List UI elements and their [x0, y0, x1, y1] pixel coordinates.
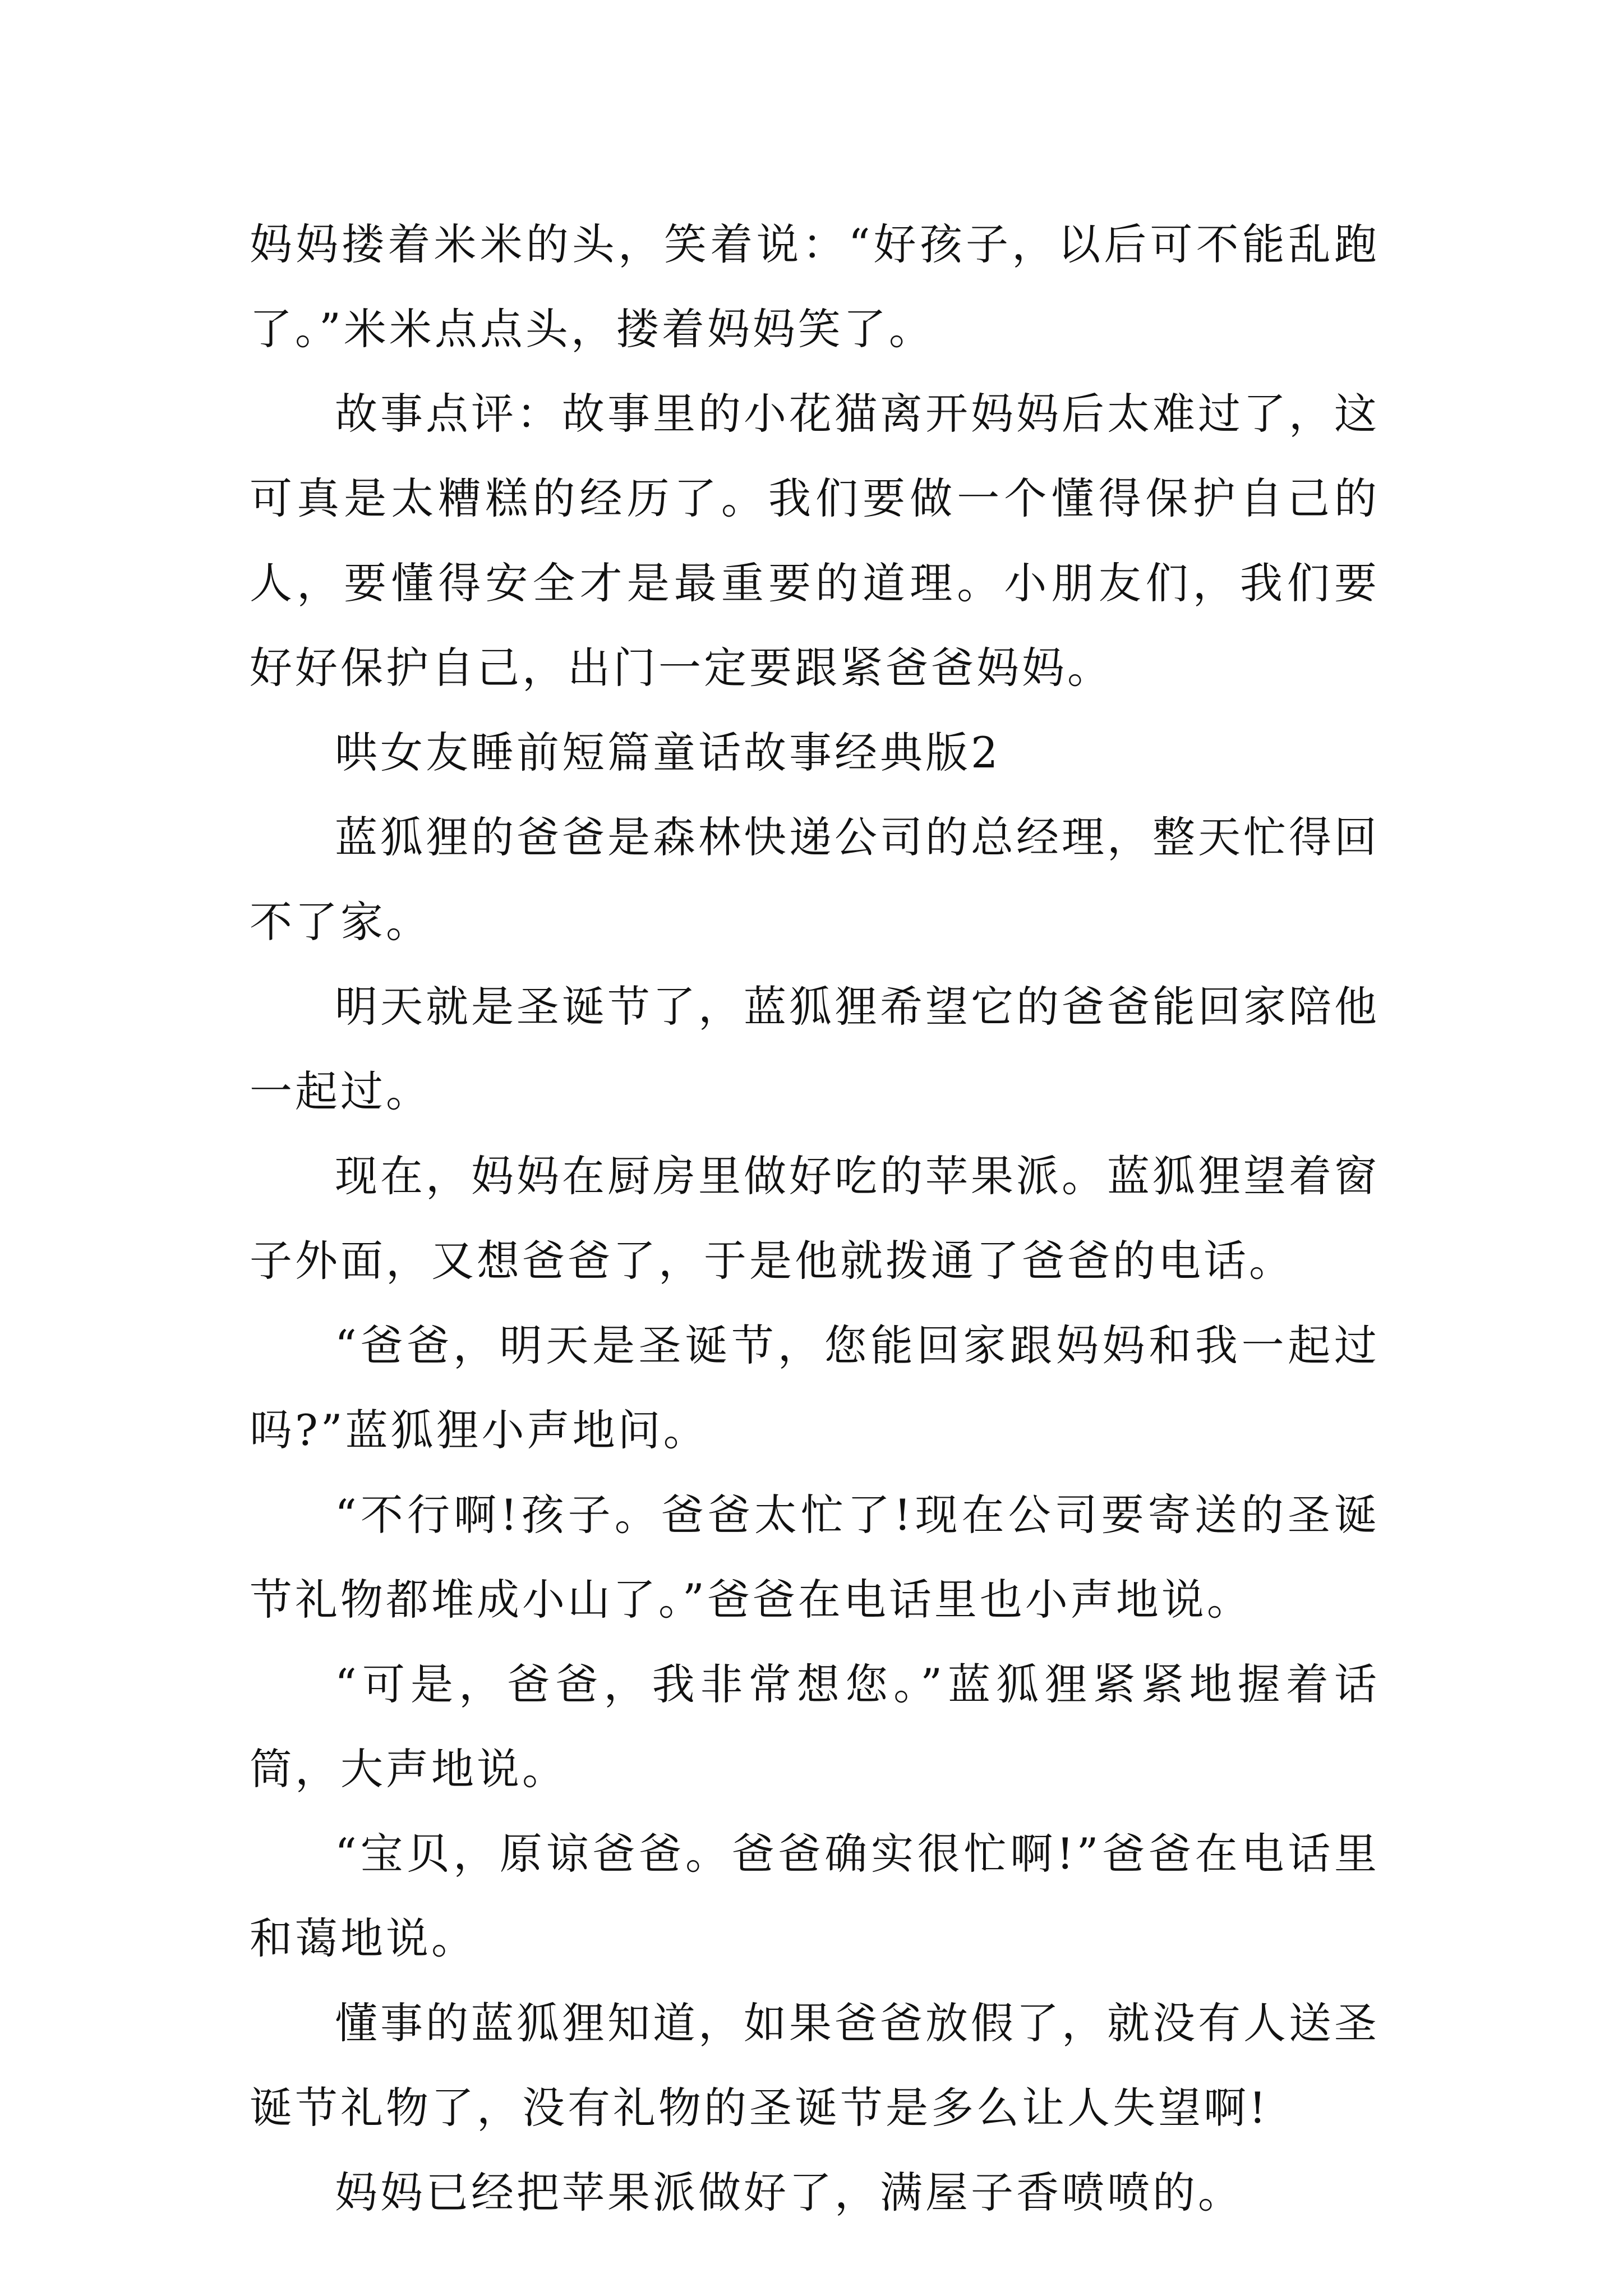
- paragraph: 妈妈搂着米米的头，笑着说：“好孩子，以后可不能乱跑了。”米米点点头，搂着妈妈笑了。: [250, 219, 1380, 354]
- paragraph: “不行啊!孩子。爸爸太忙了!现在公司要寄送的圣诞节礼物都堆成小山了。”爸爸在电话里也小声地说。: [250, 1490, 1380, 1625]
- paragraph: 妈妈已经把苹果派做好了，满屋子香喷喷的。: [335, 2168, 1243, 2217]
- paragraph: 故事点评：故事里的小花猫离开妈妈后太难过了，这可真是太糟糕的经历了。我们要做一个懂得保护自己的人，要懂得安全才是最重要的道理。小朋友们，我们要好好保护自己，出门一定要跟紧爸爸妈妈。: [250, 389, 1380, 693]
- paragraph: 蓝狐狸的爸爸是森林快递公司的总经理，整天忙得回不了家。: [250, 812, 1380, 947]
- paragraph: 懂事的蓝狐狸知道，如果爸爸放假了，就没有人送圣诞节礼物了，没有礼物的圣诞节是多么让人失望啊!: [250, 1998, 1380, 2133]
- section-heading: 哄女友睡前短篇童话故事经典版2: [335, 728, 1001, 777]
- paragraph: 现在，妈妈在厨房里做好吃的苹果派。蓝狐狸望着窗子外面，又想爸爸了，于是他就拨通了爸爸的电话。: [250, 1151, 1380, 1286]
- paragraph: “宝贝，原谅爸爸。爸爸确实很忙啊!”爸爸在电话里和蔼地说。: [250, 1829, 1380, 1963]
- document-body: [250, 202, 1380, 2235]
- paragraph: “可是，爸爸，我非常想您。”蓝狐狸紧紧地握着话筒，大声地说。: [250, 1659, 1380, 1794]
- paragraph: “爸爸，明天是圣诞节，您能回家跟妈妈和我一起过吗?”蓝狐狸小声地问。: [250, 1320, 1380, 1455]
- paragraph: 明天就是圣诞节了，蓝狐狸希望它的爸爸能回家陪他一起过。: [250, 982, 1380, 1116]
